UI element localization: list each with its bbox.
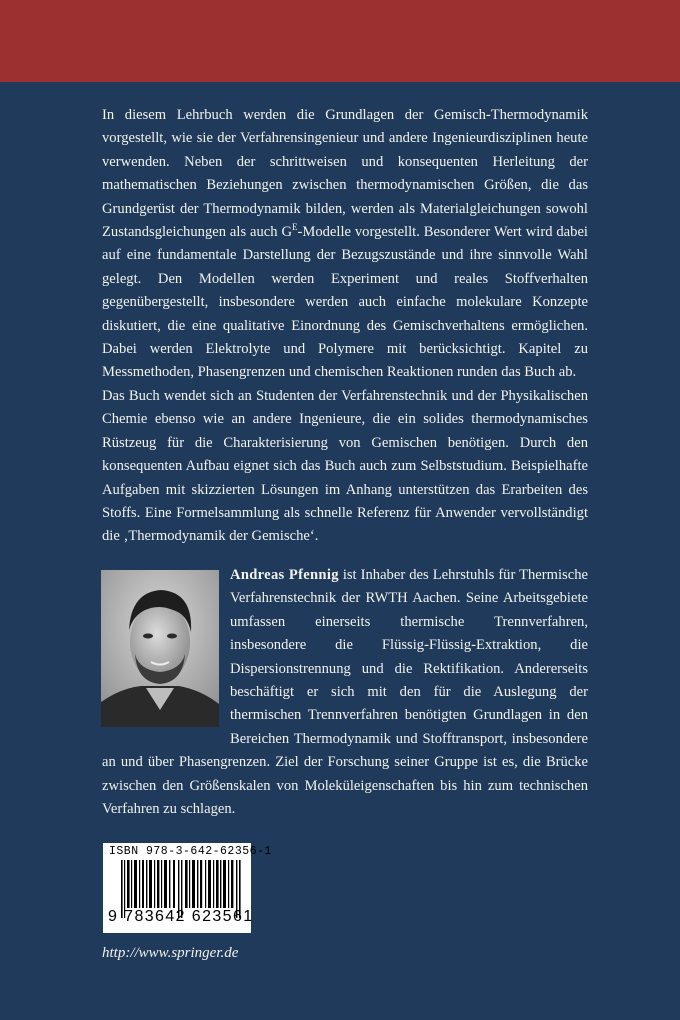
superscript-e: E [292, 222, 298, 233]
description-text-part-2: -Modelle vorgestellt. Besonderer Wert wird dabei auf eine fundamentale Darstellung der Bezugszustände und ihre sinnvolle Wahl gelegt. Den Modellen werden Experiment und reales Stoffverhalten gegenübergestellt, insbesondere werden auch einfache molekulare Konzepte diskutiert, die eine qualitative Einordnung des Gemischverhaltens ermöglichen. Dabei werden Elektrolyte und Polymere mit berücksichtigt. Kapitel zu Messmethoden, Phasengrenzen und chemischen Reaktionen runden das Buch ab. [102, 224, 588, 381]
book-description [102, 104, 588, 549]
top-color-band [0, 0, 680, 82]
barcode-digits: 9 783642 623561 [108, 908, 254, 925]
author-portrait-illustration [101, 570, 219, 727]
description-paragraph-2: Das Buch wendet sich an Studenten der Verfahrenstechnik und der Physikalischen Chemie ebenso wie an andere Ingenieure, die ein solides thermodynamisches Rüstzeug für die Charakterisierung von Gemischen benötigen. Durch den konsequenten Aufbau eignet sich das Buch auch zum Selbststudium. Beispielhafte Aufgaben mit skizzierten Lösungen im Anhang unterstützen das Erarbeiten des Stoffs. Eine Formelsammlung als schnelle Referenz für Anwender vervollständigt die ‚Thermodynamik der Gemische‘. [102, 387, 588, 545]
isbn-label: ISBN 978-3-642-62356-1 [109, 845, 272, 858]
author-bio-text: ist Inhaber des Lehrstuhls für Thermische Verfahrenstechnik der RWTH Aachen. Seine Arbeitsgebiete umfassen einerseits thermische Trennverfahren, insbesondere die Flüssig-Flüssig-Extraktion, die Dispersionstrennung und die Rektifikation. Andererseits beschäftigt er sich mit den für die Auslegung der thermischen Trennverfahren benötigten Grundlagen in den Bereichen Thermodynamik und Stofftransport, insbesondere an und über Phasengrenzen. Ziel der Forschung seiner Gruppe ist es, die Brücke zwischen den Größenskalen von Moleküleigenschaften bis hin zum technischen Verfahren zu schlagen. [102, 567, 588, 818]
author-name: Andreas Pfennig [230, 567, 339, 583]
author-photo [101, 570, 219, 727]
description-paragraph-1 [102, 104, 588, 385]
publisher-url[interactable]: http://www.springer.de [102, 945, 239, 961]
description-text-part-1: In diesem Lehrbuch werden die Grundlagen der Gemisch-Thermodynamik vorgestellt, wie sie der Verfahrensingenieur und andere Ingenieurdisziplinen heute verwenden. Neben der schrittweisen und konsequenten Herleitung der mathematischen Beziehungen zwischen thermodynamischen Größen, die das Grundgerüst der Thermodynamik bilden, werden als Materialgleichungen sowohl Zustandsgleichungen als auch G [102, 107, 588, 241]
isbn-barcode [103, 843, 272, 933]
